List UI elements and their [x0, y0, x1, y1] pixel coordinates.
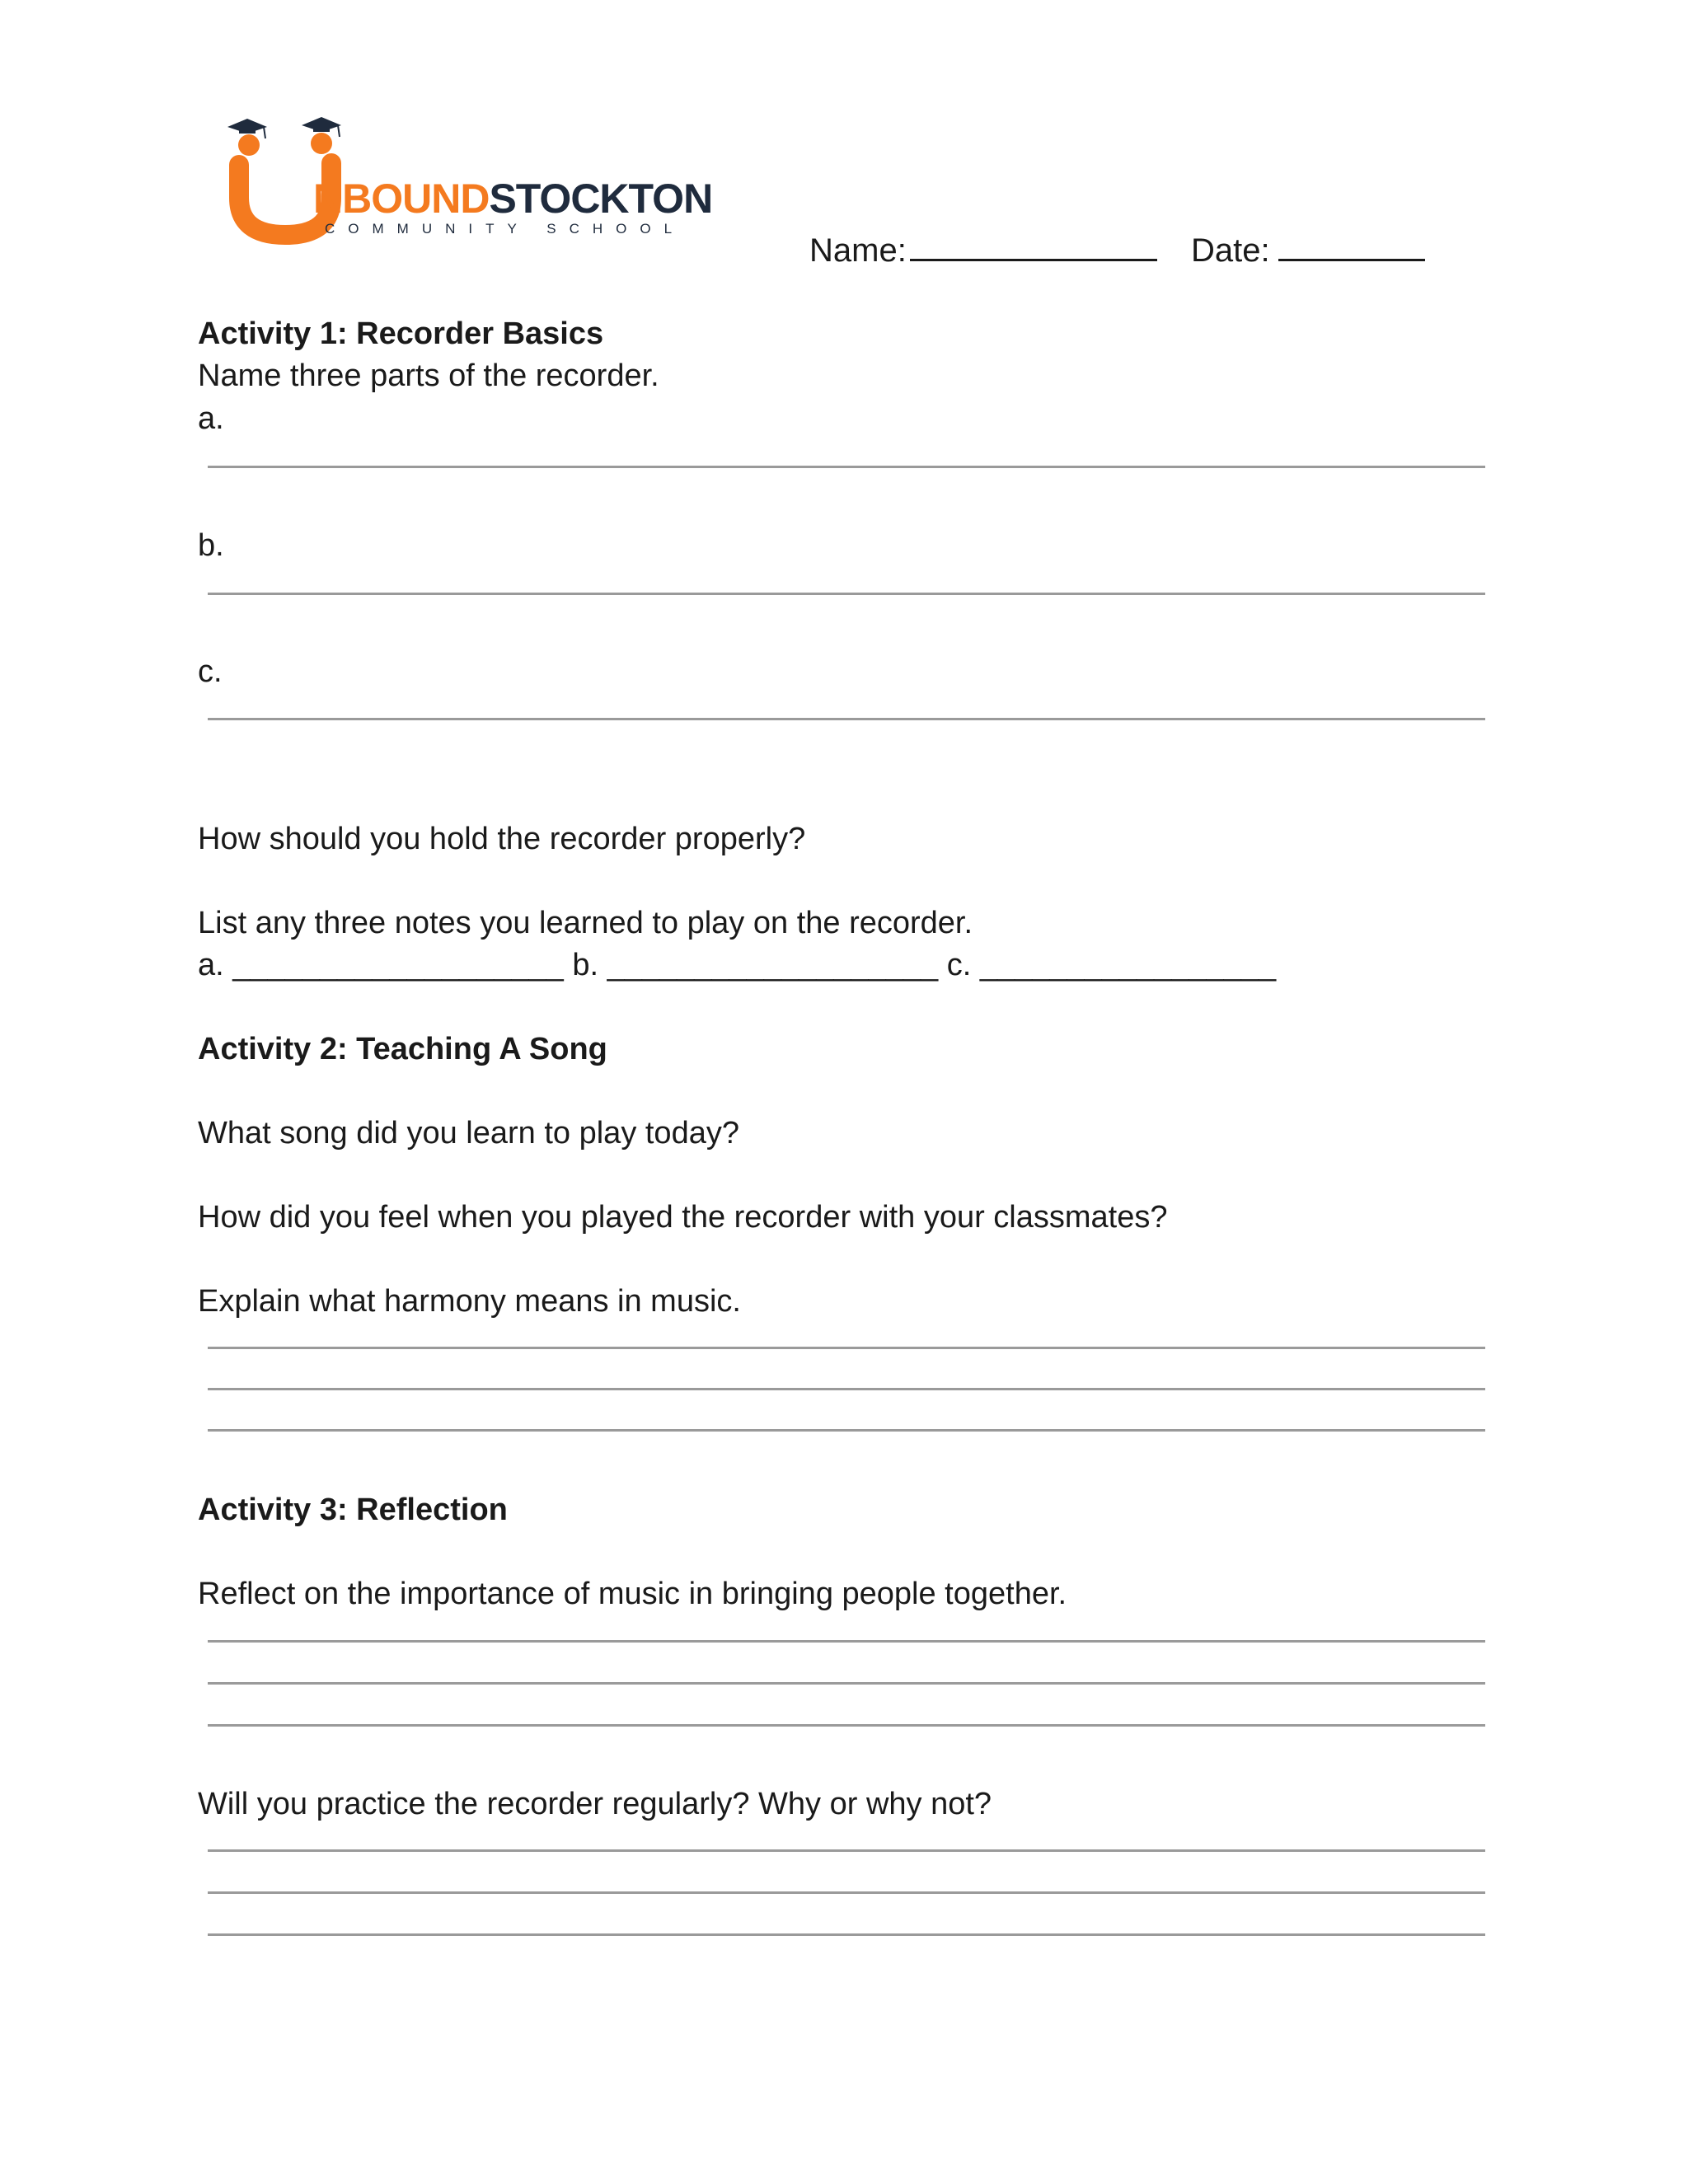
activity2-question-song: What song did you learn to play today?: [198, 1116, 739, 1151]
activity1-title: Activity 1: Recorder Basics: [198, 316, 604, 351]
activity2-question-harmony: Explain what harmony means in music.: [198, 1284, 741, 1319]
item-label-b: b.: [198, 528, 224, 563]
answer-line[interactable]: [208, 1640, 1485, 1643]
item-label-a: a.: [198, 401, 224, 436]
name-label: Name:: [809, 232, 907, 269]
notes-answer-line[interactable]: a. ___________________ b. ___________________ c. _________________: [198, 948, 1277, 982]
item-label-c: c.: [198, 654, 223, 689]
answer-line[interactable]: [208, 466, 1485, 468]
school-logo: [223, 115, 713, 247]
activity2-title: Activity 2: Teaching A Song: [198, 1032, 607, 1066]
activity2-question-feel: How did you feel when you played the recorder with your classmates?: [198, 1200, 1168, 1235]
answer-line[interactable]: [208, 718, 1485, 720]
activity3-question-practice: Will you practice the recorder regularly? Why or why not?: [198, 1787, 992, 1821]
date-blank[interactable]: [1278, 231, 1425, 261]
logo-text-primary: NBOUND: [313, 176, 490, 222]
answer-line[interactable]: [208, 1933, 1485, 1936]
logo-tagline: COMMUNITY SCHOOL: [325, 221, 686, 237]
logo-text-secondary: STOCKTON: [489, 176, 713, 222]
answer-line[interactable]: [208, 1388, 1485, 1390]
activity3-title: Activity 3: Reflection: [198, 1493, 508, 1527]
answer-line[interactable]: [208, 1682, 1485, 1685]
answer-line[interactable]: [208, 1849, 1485, 1852]
activity3-question-importance: Reflect on the importance of music in bringing people together.: [198, 1577, 1067, 1611]
date-field[interactable]: [1191, 231, 1425, 269]
answer-line[interactable]: [208, 1724, 1485, 1727]
answer-line[interactable]: [208, 1891, 1485, 1894]
activity1-question-hold: How should you hold the recorder properly?: [198, 822, 806, 856]
activity1-question-parts: Name three parts of the recorder.: [198, 359, 659, 393]
answer-line[interactable]: [208, 1347, 1485, 1349]
name-blank[interactable]: [910, 231, 1157, 261]
answer-line[interactable]: [208, 593, 1485, 595]
answer-line[interactable]: [208, 1429, 1485, 1432]
name-field[interactable]: [809, 231, 1157, 269]
date-label: Date:: [1191, 232, 1270, 269]
activity1-question-notes: List any three notes you learned to play on the recorder.: [198, 906, 973, 940]
